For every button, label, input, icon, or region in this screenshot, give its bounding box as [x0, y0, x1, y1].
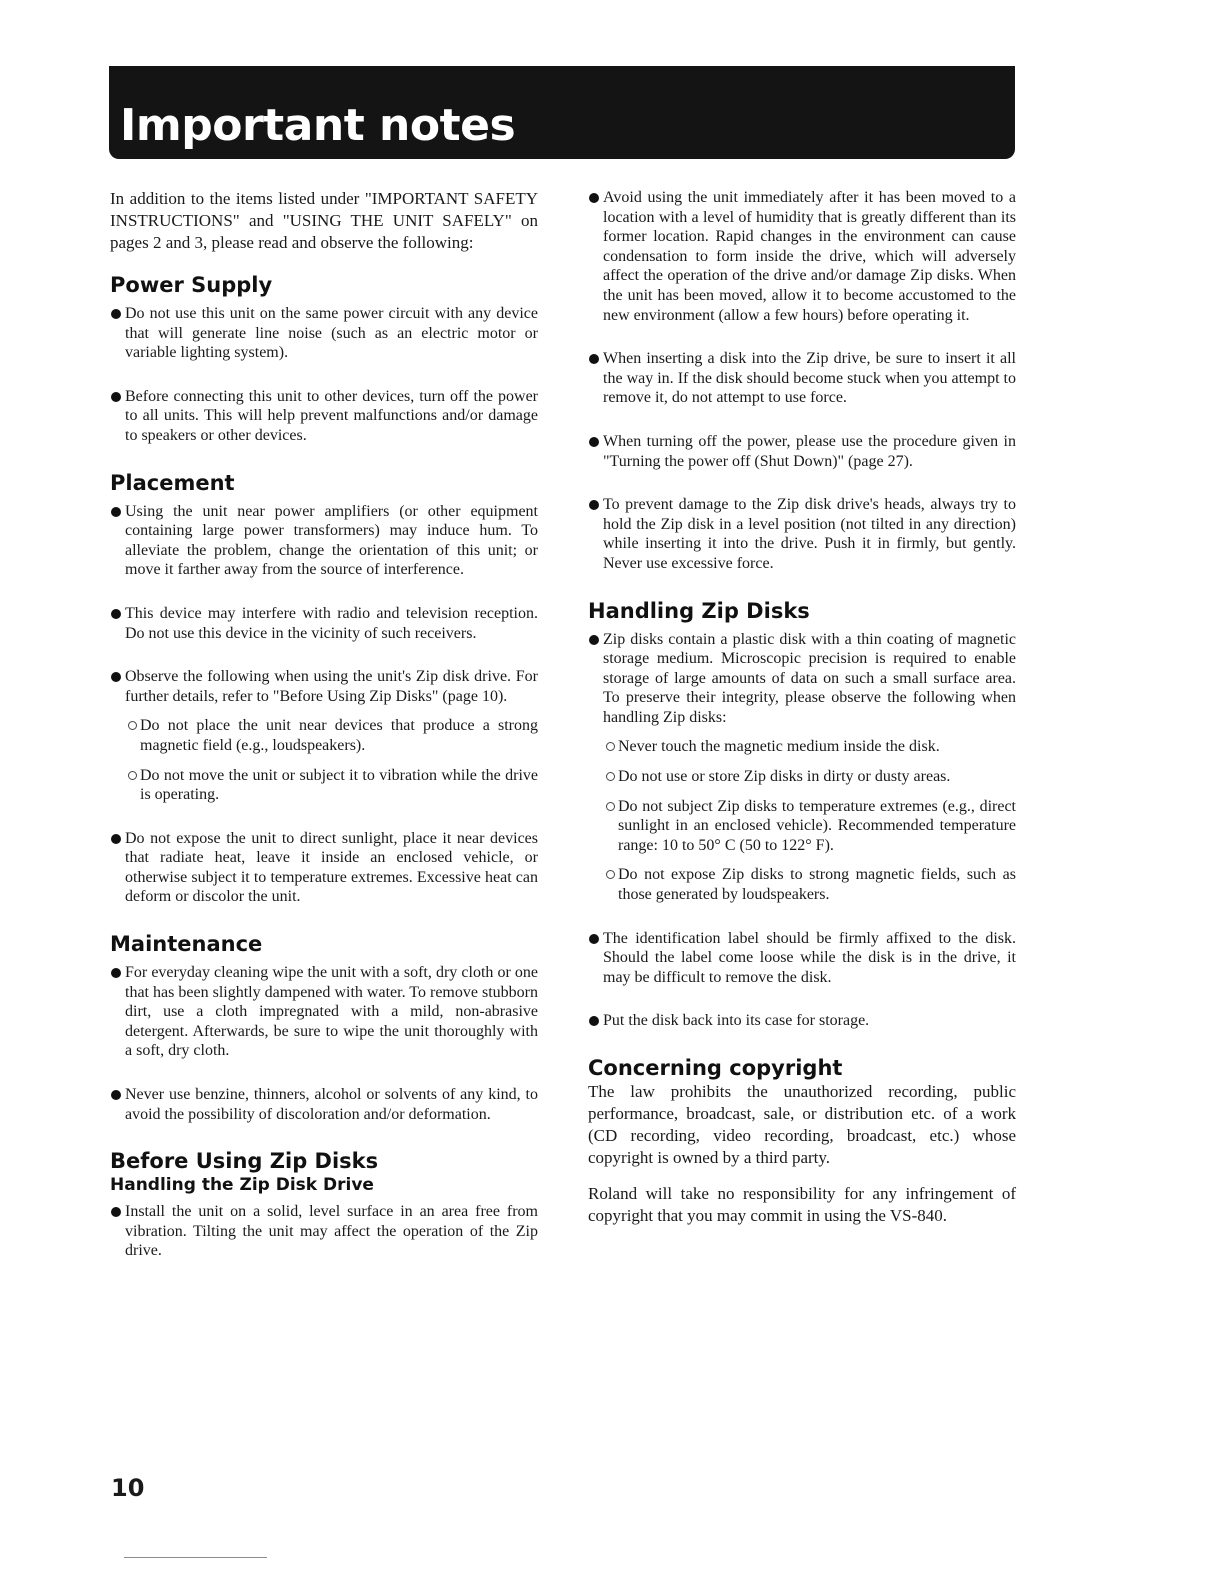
bullet-icon: [589, 500, 599, 510]
power-supply-heading: Power Supply: [110, 273, 273, 297]
right-column: [588, 188, 1016, 1227]
list-item: When inserting a disk into the Zip drive, be sure to insert it all the way in. If the disk should become stuck when you attempt to remove it, do not attempt to use force.: [588, 349, 1016, 408]
circle-bullet-icon: [606, 772, 615, 781]
list-item: Observe the following when using the unit's Zip disk drive. For further details, refer to "Before Using Zip Disks" (page 10).: [110, 667, 538, 706]
circle-bullet-icon: [606, 802, 615, 811]
bullet-icon: [589, 437, 599, 447]
list-item: For everyday cleaning wipe the unit with a soft, dry cloth or one that has been slightly dampened with water. To remove stubborn dirt, use a cloth impregnated with a mild, non-abrasive detergent. Afterwards, be sure to wipe the unit thoroughly with a soft, dry cloth.: [110, 963, 538, 1061]
bullet-icon: [111, 834, 121, 844]
list-item: Avoid using the unit immediately after it has been moved to a location with a level of humidity that is greatly different than its former location. Rapid changes in the environment can cause condensation to form inside the drive, which will adversely affect the operation of the drive and/or damage Zip disks. When the unit has been moved, allow it to become accustomed to the new environment (allow a few hours) before operating it.: [588, 188, 1016, 325]
bullet-icon: [589, 354, 599, 364]
list-item: Install the unit on a solid, level surface in an area free from vibration. Tilting the unit may affect the operation of the Zip drive.: [110, 1202, 538, 1261]
list-item: Before connecting this unit to other devices, turn off the power to all units. This will help prevent malfunctions and/or damage to speakers or other devices.: [110, 387, 538, 446]
circle-bullet-icon: [606, 742, 615, 751]
maintenance-heading: Maintenance: [110, 932, 263, 957]
before-zip-heading: Before Using Zip Disks: [110, 1149, 379, 1174]
sub-list-item: Do not expose Zip disks to strong magnetic fields, such as those generated by loudspeakers.: [588, 865, 1016, 904]
bullet-icon: [111, 507, 121, 517]
bullet-icon: [111, 672, 121, 682]
footer-divider: [124, 1557, 267, 1558]
intro-paragraph: In addition to the items listed under "IMPORTANT SAFETY INSTRUCTIONS" and "USING THE UNIT SAFELY" on pages 2 and 3, please read and observe the following:: [110, 189, 538, 252]
placement-heading: Placement: [110, 470, 235, 495]
list-item: To prevent damage to the Zip disk drive's heads, always try to hold the Zip disk in a level position (not tilted in any direction) while inserting it into the drive. Push it in firmly, but gently. Never use excessive force.: [588, 495, 1016, 573]
list-item: Using the unit near power amplifiers (or other equipment containing large power transformers) may induce hum. To alleviate the problem, change the orientation of this unit; or move it farther away from the source of interference.: [110, 502, 538, 580]
page-title: Important notes: [120, 100, 516, 151]
circle-bullet-icon: [128, 771, 137, 780]
sub-list-item: Do not use or store Zip disks in dirty or dusty areas.: [588, 767, 1016, 787]
copyright-heading: Concerning copyright: [588, 1056, 843, 1080]
list-item: The identification label should be firmly affixed to the disk. Should the label come loose while the disk is in the drive, it may be difficult to remove the disk.: [588, 929, 1016, 988]
bullet-icon: [111, 1090, 121, 1100]
page-number: 10: [111, 1474, 145, 1502]
list-item: Never use benzine, thinners, alcohol or solvents of any kind, to avoid the possibility of discoloration and/or deformation.: [110, 1085, 538, 1124]
list-item: When turning off the power, please use the procedure given in "Turning the power off (Shut Down)" (page 27).: [588, 432, 1016, 471]
bullet-icon: [589, 635, 599, 645]
list-item: Put the disk back into its case for storage.: [588, 1011, 1016, 1031]
bullet-icon: [589, 934, 599, 944]
circle-bullet-icon: [606, 870, 615, 879]
sub-list-item: Never touch the magnetic medium inside the disk.: [588, 737, 1016, 757]
copyright-paragraph: Roland will take no responsibility for any infringement of copyright that you may commit in using the VS-840.: [588, 1184, 1016, 1225]
bullet-icon: [111, 968, 121, 978]
circle-bullet-icon: [128, 721, 137, 730]
left-column: [110, 188, 538, 1261]
bullet-icon: [111, 1207, 121, 1217]
sub-list-item: Do not place the unit near devices that produce a strong magnetic field (e.g., loudspeakers).: [110, 716, 538, 755]
sub-list-item: Do not move the unit or subject it to vibration while the drive is operating.: [110, 766, 538, 805]
bullet-icon: [589, 193, 599, 203]
list-item: Do not expose the unit to direct sunlight, place it near devices that radiate heat, leave it inside an enclosed vehicle, or otherwise subject it to temperature extremes. Excessive heat can deform or discolor the unit.: [110, 829, 538, 907]
sub-list-item: Do not subject Zip disks to temperature extremes (e.g., direct sunlight in an enclosed vehicle). Recommended temperature range: 10 to 50° C (50 to 122° F).: [588, 797, 1016, 856]
copyright-paragraph: The law prohibits the unauthorized recording, public performance, broadcast, sale, or distribution etc. of a work (CD recording, video recording, broadcast, etc.) whose copyright is owned by a third party.: [588, 1082, 1016, 1167]
bullet-icon: [111, 309, 121, 319]
handling-zip-heading: Handling Zip Disks: [588, 598, 810, 623]
zip-drive-subheading: Handling the Zip Disk Drive: [110, 1175, 374, 1196]
bullet-icon: [111, 392, 121, 402]
list-item: Zip disks contain a plastic disk with a thin coating of magnetic storage medium. Microscopic precision is required to enable storage of large amounts of data on such a small surface area. To preserve their integrity, please observe the following when handling Zip disks:: [588, 630, 1016, 728]
bullet-icon: [589, 1016, 599, 1026]
bullet-icon: [111, 609, 121, 619]
list-item: This device may interfere with radio and television reception. Do not use this device in the vicinity of such receivers.: [110, 604, 538, 643]
list-item: Do not use this unit on the same power circuit with any device that will generate line noise (such as an electric motor or variable lighting system).: [110, 304, 538, 363]
